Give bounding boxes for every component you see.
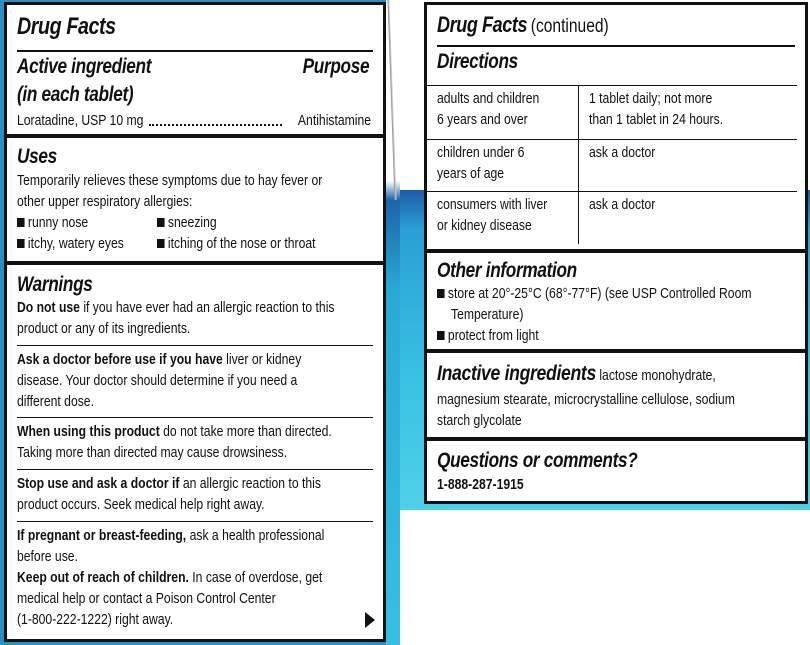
continue-arrow-icon [365,612,375,628]
inactive-ingredients-text: Inactive ingredients lactose monohydrate, [437,362,716,385]
bullet-icon [17,218,25,227]
package-fold [386,0,400,645]
keep-out-text-3: (1-800-222-1222) right away. [17,612,174,628]
table-cell: ask a doctor [589,145,656,161]
list-item: itchy, watery eyes [17,234,124,255]
ingredient-purpose: Antihistamine [297,113,371,129]
active-ingredient-section [7,5,383,138]
bullet-icon [157,239,165,248]
ask-doctor-text-2: disease. Your doctor should determine if you need a [17,373,298,389]
ingredient-name: Loratadine, USP 10 mg [17,113,144,129]
drug-facts-panel-left [4,2,386,642]
keep-out-text-2: medical help or contact a Poison Control Center [17,591,276,607]
list-item: protect from light [437,326,539,347]
bullet-icon [437,331,445,340]
panel-title-continued: Drug Facts (continued) [437,12,609,37]
stop-use-text-2: product occurs. Seek medical help right away. [17,497,265,513]
directions-section [427,5,805,253]
table-cell: consumers with liver or kidney disease [437,197,548,234]
list-item: runny nose [17,213,88,234]
bullet-icon [157,218,165,227]
questions-heading: Questions or comments? [437,449,638,472]
list-item: itching of the nose or throat [157,234,316,255]
table-row [427,86,797,140]
active-ingredient-subheading: (in each tablet) [17,83,134,106]
do-not-use-text: Do not use if you have ever had an allergic reaction to this [17,300,335,316]
pregnant-text-2: before use. [17,549,78,565]
purpose-heading: Purpose [302,55,369,78]
uses-text-line-1: Temporarily relieves these symptoms due to hay fever or [17,173,323,189]
keep-out-text: Keep out of reach of children. In case of overdose, get [17,570,323,586]
other-information-heading: Other information [437,259,577,282]
bullet-icon [437,289,445,298]
inactive-ingredients-section [427,353,805,441]
do-not-use-text-2: product or any of its ingredients. [17,321,191,337]
ask-doctor-text: Ask a doctor before use if you have liver or kidney [17,352,302,368]
table-row [427,192,797,244]
panel-title: Drug Facts [17,13,116,40]
directions-table [427,85,797,244]
bullet-icon [17,239,25,248]
table-cell: ask a doctor [589,197,656,213]
active-ingredient-heading: Active ingredient [17,55,152,78]
uses-heading: Uses [17,145,57,168]
list-item: sneezing [157,213,217,234]
list-item-continued: Temperature) [451,307,524,323]
phone-number: 1-888-287-1915 [437,477,524,493]
warnings-section [7,265,383,639]
other-information-section [427,253,805,353]
when-using-text: When using this product do not take more than directed. [17,424,332,440]
uses-text-line-2: other upper respiratory allergies: [17,194,193,210]
table-row [427,140,797,192]
drug-facts-panel-right [424,2,808,504]
inactive-ingredients-line-3: starch glycolate [437,413,522,429]
table-cell: children under 6 years of age [437,145,525,182]
stop-use-text: Stop use and ask a doctor if an allergic reaction to this [17,476,321,492]
list-item: store at 20°-25°C (68°-77°F) (see USP Controlled Room [437,284,752,305]
uses-section [7,138,383,265]
directions-heading: Directions [437,50,518,73]
ask-doctor-text-3: different dose. [17,394,94,410]
package-background-right-bottom [400,510,810,645]
questions-section [427,441,805,501]
table-cell: adults and children 6 years and over [437,91,540,128]
table-cell: 1 tablet daily; not more than 1 tablet in 24 hours. [589,91,724,128]
when-using-text-2: Taking more than directed may cause drowsiness. [17,445,288,461]
inactive-ingredients-line-2: magnesium stearate, microcrystalline cellulose, sodium [437,392,735,408]
pregnant-text: If pregnant or breast-feeding, ask a health professional [17,528,325,544]
warnings-heading: Warnings [17,273,93,296]
